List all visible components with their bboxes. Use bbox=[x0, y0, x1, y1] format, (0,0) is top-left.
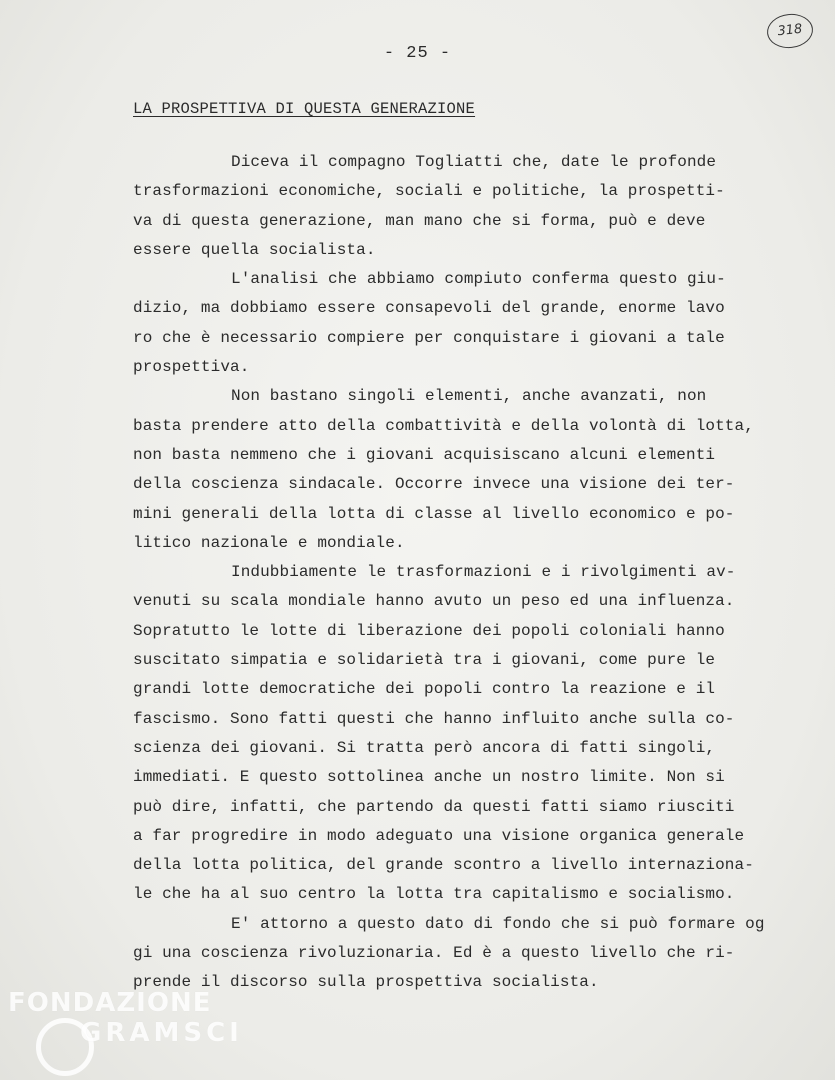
archive-stamp: 318 bbox=[765, 12, 814, 51]
text-line: ro che è necessario compiere per conquistare i giovani a tale bbox=[133, 328, 725, 347]
text-line: trasformazioni economiche, sociali e politiche, la prospetti- bbox=[133, 182, 725, 201]
text-line: fascismo. Sono fatti questi che hanno influito anche sulla co- bbox=[133, 709, 735, 728]
text-line: non basta nemmeno che i giovani acquisiscano alcuni elementi bbox=[133, 445, 716, 464]
text-line: Sopratutto le lotte di liberazione dei popoli coloniali hanno bbox=[133, 621, 725, 640]
text-line: E' attorno a questo dato di fondo che si può formare og bbox=[231, 914, 765, 933]
watermark-line-1: FONDAZIONE bbox=[8, 988, 212, 1018]
section-heading: LA PROSPETTIVA DI QUESTA GENERAZIONE bbox=[133, 100, 476, 118]
text-line: della lotta politica, del grande scontro a livello internaziona- bbox=[133, 856, 754, 875]
text-line: dizio, ma dobbiamo essere consapevoli del grande, enorme lavo bbox=[133, 299, 725, 318]
text-line: basta prendere atto della combattività e della volontà di lotta, bbox=[133, 416, 754, 435]
text-line: della coscienza sindacale. Occorre invece una visione dei ter- bbox=[133, 475, 735, 494]
text-line: gi una coscienza rivoluzionaria. Ed è a questo livello che ri- bbox=[133, 944, 735, 963]
text-line: suscitato simpatia e solidarietà tra i giovani, come pure le bbox=[133, 651, 716, 670]
text-line: le che ha al suo centro la lotta tra capitalismo e socialismo. bbox=[133, 885, 735, 904]
text-line: Diceva il compagno Togliatti che, date le profonde bbox=[231, 153, 717, 171]
page-number: - 25 - bbox=[383, 44, 452, 63]
text-line: Non bastano singoli elementi, anche avanzati, non bbox=[231, 387, 707, 406]
text-line: può dire, infatti, che partendo da questi fatti siamo riusciti bbox=[133, 797, 735, 816]
watermark-line-2: GRAMSCI bbox=[80, 1018, 243, 1048]
text-line: L'analisi che abbiamo compiuto conferma questo giu- bbox=[231, 270, 726, 289]
text-line: prospettiva. bbox=[133, 358, 250, 377]
text-line: immediati. E questo sottolinea anche un nostro limite. Non si bbox=[133, 768, 725, 787]
text-line: litico nazionale e mondiale. bbox=[133, 533, 405, 552]
body-text bbox=[133, 148, 773, 998]
text-line: mini generali della lotta di classe al livello economico e po- bbox=[133, 504, 735, 523]
text-line: grandi lotte democratiche dei popoli contro la reazione e il bbox=[133, 680, 716, 699]
text-line: Indubbiamente le trasformazioni e i rivolgimenti av- bbox=[231, 563, 736, 582]
text-line: a far progredire in modo adeguato una visione organica generale bbox=[133, 826, 745, 845]
text-line: scienza dei giovani. Si tratta però ancora di fatti singoli, bbox=[133, 738, 716, 757]
watermark bbox=[8, 988, 243, 1048]
text-line: prende il discorso sulla prospettiva socialista. bbox=[133, 973, 599, 992]
text-line: va di questa generazione, man mano che si forma, può e deve bbox=[133, 211, 706, 230]
text-line: essere quella socialista. bbox=[133, 240, 376, 259]
text-line: venuti su scala mondiale hanno avuto un peso ed una influenza. bbox=[133, 592, 735, 611]
